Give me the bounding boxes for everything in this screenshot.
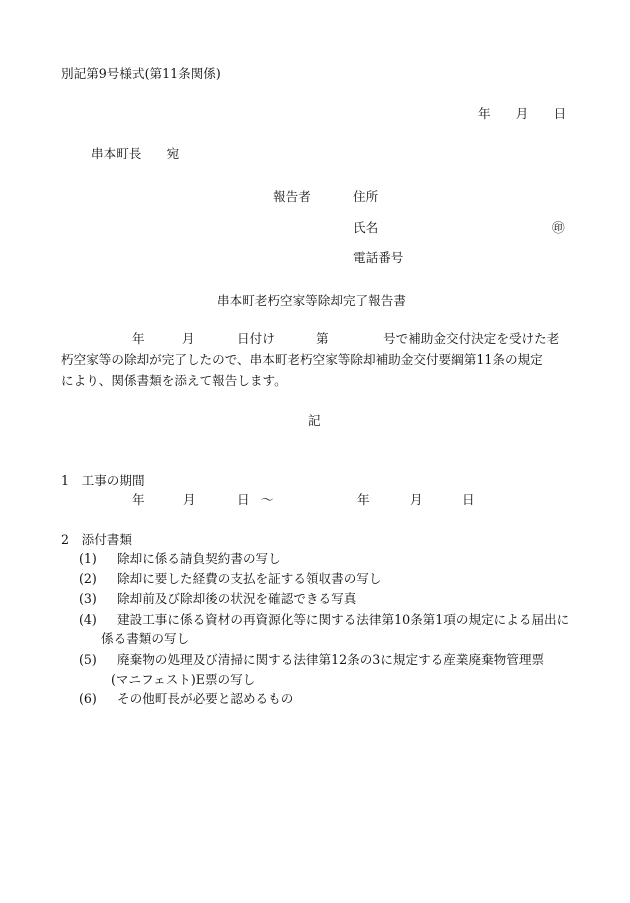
period-start-year: 年 xyxy=(132,492,145,507)
date-year: 年 xyxy=(478,106,491,121)
attachment-num: (2) xyxy=(79,571,97,586)
date-month: 月 xyxy=(515,106,529,121)
attachment-num: (3) xyxy=(79,591,97,606)
attachment-text: 除却に要した経費の支払を証する領収書の写し xyxy=(117,571,382,586)
seal-mark: ㊞ xyxy=(552,220,565,235)
period-tilde: ～ xyxy=(261,492,274,507)
attachment-text: 建設工事に係る資材の再資源化等に関する法律第10条第1項の規定による届出に xyxy=(117,612,570,627)
attachment-text: 除却前及び除却後の状況を確認できる写真 xyxy=(117,591,357,606)
section2-heading: 2 添付書類 xyxy=(61,532,132,547)
body-day-suffix: 日付け xyxy=(237,331,275,346)
attachment-item-5 xyxy=(79,652,544,667)
reporter-phone-label: 電話番号 xyxy=(353,250,404,265)
attachment-text: その他町長が必要と認めるもの xyxy=(117,691,294,706)
attachment-item-2 xyxy=(79,571,381,586)
period-end-day: 日 xyxy=(462,492,475,507)
date-line xyxy=(478,106,566,121)
period-start-month: 月 xyxy=(183,492,196,507)
body-month: 月 xyxy=(182,331,195,346)
attachment-num: (5) xyxy=(79,652,97,667)
reporter-name-label: 氏名 xyxy=(353,220,379,235)
date-day: 日 xyxy=(553,106,567,121)
addressee-name: 串本町長 xyxy=(91,146,142,161)
attachment-num: (6) xyxy=(79,691,97,706)
attachment-item-5-continued: (マニフェスト)E票の写し xyxy=(111,672,256,687)
attachment-item-1 xyxy=(79,551,281,566)
section1-heading: 1 工事の期間 xyxy=(61,473,145,488)
form-number: 別記第9号様式(第11条関係) xyxy=(61,66,221,81)
body-line1-rest: 号で補助金交付決定を受けた老 xyxy=(383,331,560,346)
attachment-item-4 xyxy=(79,612,569,627)
attachment-item-3 xyxy=(79,591,356,606)
body-year: 年 xyxy=(132,331,145,346)
body-dai: 第 xyxy=(316,331,329,346)
addressee xyxy=(91,146,179,161)
attachment-item-4-continued: 係る書類の写し xyxy=(101,631,190,646)
reporter-label: 報告者 xyxy=(273,189,311,204)
reporter-address-label: 住所 xyxy=(353,189,379,204)
attachment-item-6 xyxy=(79,691,293,706)
attachment-num: (1) xyxy=(79,551,97,566)
body-line2: 朽空家等の除却が完了したので、串本町老朽空家等除却補助金交付要綱第11条の規定 xyxy=(61,352,543,367)
addressee-suffix: 宛 xyxy=(166,146,180,161)
period-start-day: 日 xyxy=(237,492,250,507)
body-line3: により、関係書類を添えて報告します。 xyxy=(61,373,287,388)
attachment-text: 除却に係る請負契約書の写し xyxy=(117,551,281,566)
ki-heading: 記 xyxy=(308,413,321,428)
attachment-text: 廃棄物の処理及び清掃に関する法律第12条の3に規定する産業廃棄物管理票 xyxy=(117,652,545,667)
period-end-month: 月 xyxy=(410,492,423,507)
period-end-year: 年 xyxy=(357,492,370,507)
attachment-num: (4) xyxy=(79,612,97,627)
document-title: 串本町老朽空家等除却完了報告書 xyxy=(217,293,406,308)
